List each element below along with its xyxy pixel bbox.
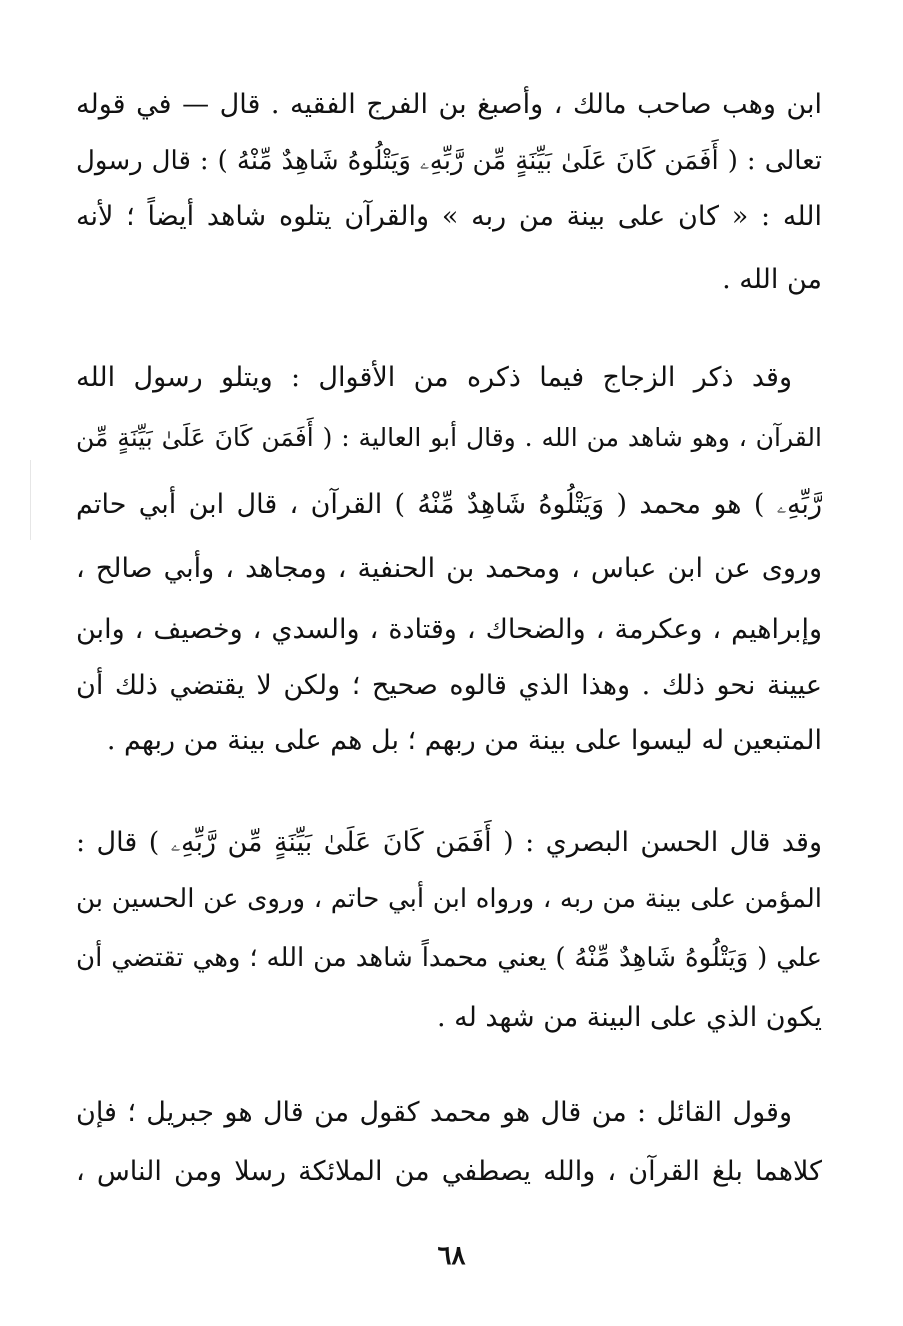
text-line: المتبعين له ليسوا على بينة من ربهم ؛ بل هم على بينة من ربهم . bbox=[106, 725, 822, 756]
text-line: وروى عن ابن عباس ، ومحمد بن الحنفية ، ومجاهد ، وأبي صالح ، bbox=[76, 553, 822, 584]
scan-margin-mark bbox=[30, 460, 31, 540]
text-line: من الله . bbox=[722, 264, 822, 295]
text-line-indented: وقول القائل : من قال هو محمد كقول من قال هو جبريل ؛ فإن bbox=[76, 1097, 792, 1128]
text-line: كلاهما بلغ القرآن ، والله يصطفي من الملائكة رسلا ومن الناس ، bbox=[76, 1156, 822, 1187]
text-line-with-verse: تعالى : ( أَفَمَن كَانَ عَلَىٰ بَيِّنَةٍ مِّن رَّبِّهِۦ وَيَتْلُوهُ شَاهِدٌ مِّنْهُ ) : قال رسول bbox=[76, 146, 822, 176]
text-line-with-verse: علي ( وَيَتْلُوهُ شَاهِدٌ مِّنْهُ ) يعني محمداً شاهد من الله ؛ وهي تقتضي أن bbox=[76, 943, 822, 973]
text-line-with-verse: رَّبِّهِۦ ) هو محمد ( وَيَتْلُوهُ شَاهِدٌ مِّنْهُ ) القرآن ، قال ابن أبي حاتم bbox=[76, 489, 822, 520]
text-line: عيينة نحو ذلك . وهذا الذي قالوه صحيح ؛ ولكن لا يقتضي ذلك أن bbox=[76, 670, 822, 701]
text-line-with-verse: القرآن ، وهو شاهد من الله . وقال أبو العالية : ( أَفَمَن كَانَ عَلَىٰ بَيِّنَةٍ مِّن bbox=[76, 423, 822, 452]
text-line: يكون الذي على البينة من شهد له . bbox=[436, 1002, 822, 1033]
text-line-indented: وقد قال الحسن البصري : ( أَفَمَن كَانَ عَلَىٰ بَيِّنَةٍ مِّن رَّبِّهِۦ ) قال : bbox=[76, 827, 822, 858]
text-line: المؤمن على بينة من ربه ، ورواه ابن أبي حاتم ، وروى عن الحسين بن bbox=[76, 884, 822, 914]
page-number: ٦٨ bbox=[437, 1241, 466, 1271]
text-line: الله : « كان على بينة من ربه » والقرآن يتلوه شاهد أيضاً ؛ لأنه bbox=[76, 201, 822, 232]
text-line-indented: وقد ذكر الزجاج فيما ذكره من الأقوال : ويتلو رسول الله bbox=[76, 362, 792, 393]
text-line: ابن وهب صاحب مالك ، وأصبغ بن الفرج الفقيه . قال — في قوله bbox=[76, 89, 822, 120]
text-line: وإبراهيم ، وعكرمة ، والضحاك ، وقتادة ، والسدي ، وخصيف ، وابن bbox=[76, 614, 822, 645]
